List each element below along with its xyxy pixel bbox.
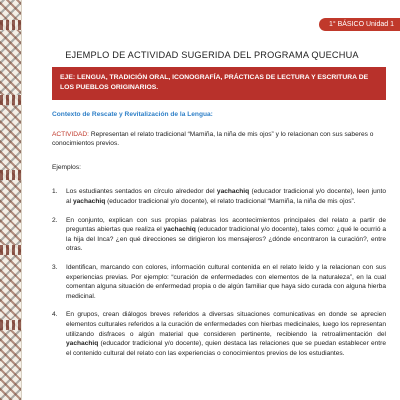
item-text: En conjunto, explican con sus propias palabras los acontecimientos principales del relato a partir de preguntas abiertas que realiza el: [66, 216, 386, 234]
list-item: [52, 263, 386, 301]
item-bold: yachachiq: [163, 226, 196, 234]
item-bold: yachachiq: [66, 340, 99, 348]
list-item: [52, 216, 386, 254]
grade-badge: 1° BÁSICO Unidad 1: [319, 18, 400, 31]
item-text: (educador tradicional y/o docente), leen junto al: [66, 188, 386, 205]
border-band: [0, 95, 22, 105]
content: [52, 110, 386, 367]
item-number: 2.: [52, 216, 58, 224]
decorative-border: [0, 0, 22, 400]
item-number: 1.: [52, 188, 58, 196]
list-item: [52, 187, 386, 206]
border-band: [0, 170, 22, 180]
list-item: [52, 310, 386, 358]
border-band: [0, 320, 22, 330]
item-bold: yachachiq: [216, 188, 250, 196]
border-band: [0, 245, 22, 255]
eje-banner: EJE: LENGUA, TRADICIÓN ORAL, ICONOGRAFÍA, PRÁCTICAS DE LECTURA Y ESCRITURA DE LOS PUEBLOS ORIGINARIOS.: [52, 67, 386, 100]
item-text: Identifican, marcando con colores, información cultural contenida en el relato leído y la relacionan con sus experiencias previas. Por ejemplo: “curación de enfermedades con elementos de la naturaleza”, en la cual comentan alguna situación de enfermedad propia o de algún familiar que haya sido curada con alguna hierba medicinal.: [66, 263, 386, 300]
item-number: 3.: [52, 263, 58, 271]
item-text: En grupos, crean diálogos breves referidos a diversas situaciones comunicativas en donde se aprecien elementos culturales referidos a la curación de enfermedades con hierbas medicinales, luego los representan utilizando disfraces o algún material que consideren pertinente, recibiendo la retroalimentación del: [66, 311, 386, 338]
activity-label: ACTIVIDAD:: [52, 130, 90, 138]
item-text: (educador tradicional y/o docente), el relato tradicional “Mamiña, la niña de mis ojos”.: [105, 197, 356, 205]
item-number: 4.: [52, 311, 58, 319]
examples-label: Ejemplos:: [52, 163, 81, 171]
item-bold: yachachiq: [72, 197, 106, 205]
item-text: (educador tradicional y/o docente), quien destaca las relaciones que se puedan establecer entre el contenido cultural del relato con las experiencias o conocimientos previos de los estudiantes.: [66, 340, 386, 357]
context-heading: Contexto de Rescate y Revitalización de la Lengua:: [52, 111, 213, 118]
border-band: [0, 20, 22, 30]
item-text: (educador tradicional y/o docente), tales como: ¿qué le ocurrió a la hija del Inca? ¿en qué direcciones se dirigieron los mensajeros? ¿dónde encontraron la curación?, entre otras.: [66, 226, 387, 253]
item-text: Los estudiantes sentados en círculo alrededor del: [66, 188, 217, 196]
activity-text: Representan el relato tradicional “Mamiña, la niña de mis ojos” y lo relacionan con sus saberes o conocimientos previos.: [52, 130, 374, 148]
activity-paragraph: [52, 130, 386, 149]
examples-list: [52, 187, 386, 358]
page-title: EJEMPLO DE ACTIVIDAD SUGERIDA DEL PROGRAMA QUECHUA: [65, 50, 359, 60]
